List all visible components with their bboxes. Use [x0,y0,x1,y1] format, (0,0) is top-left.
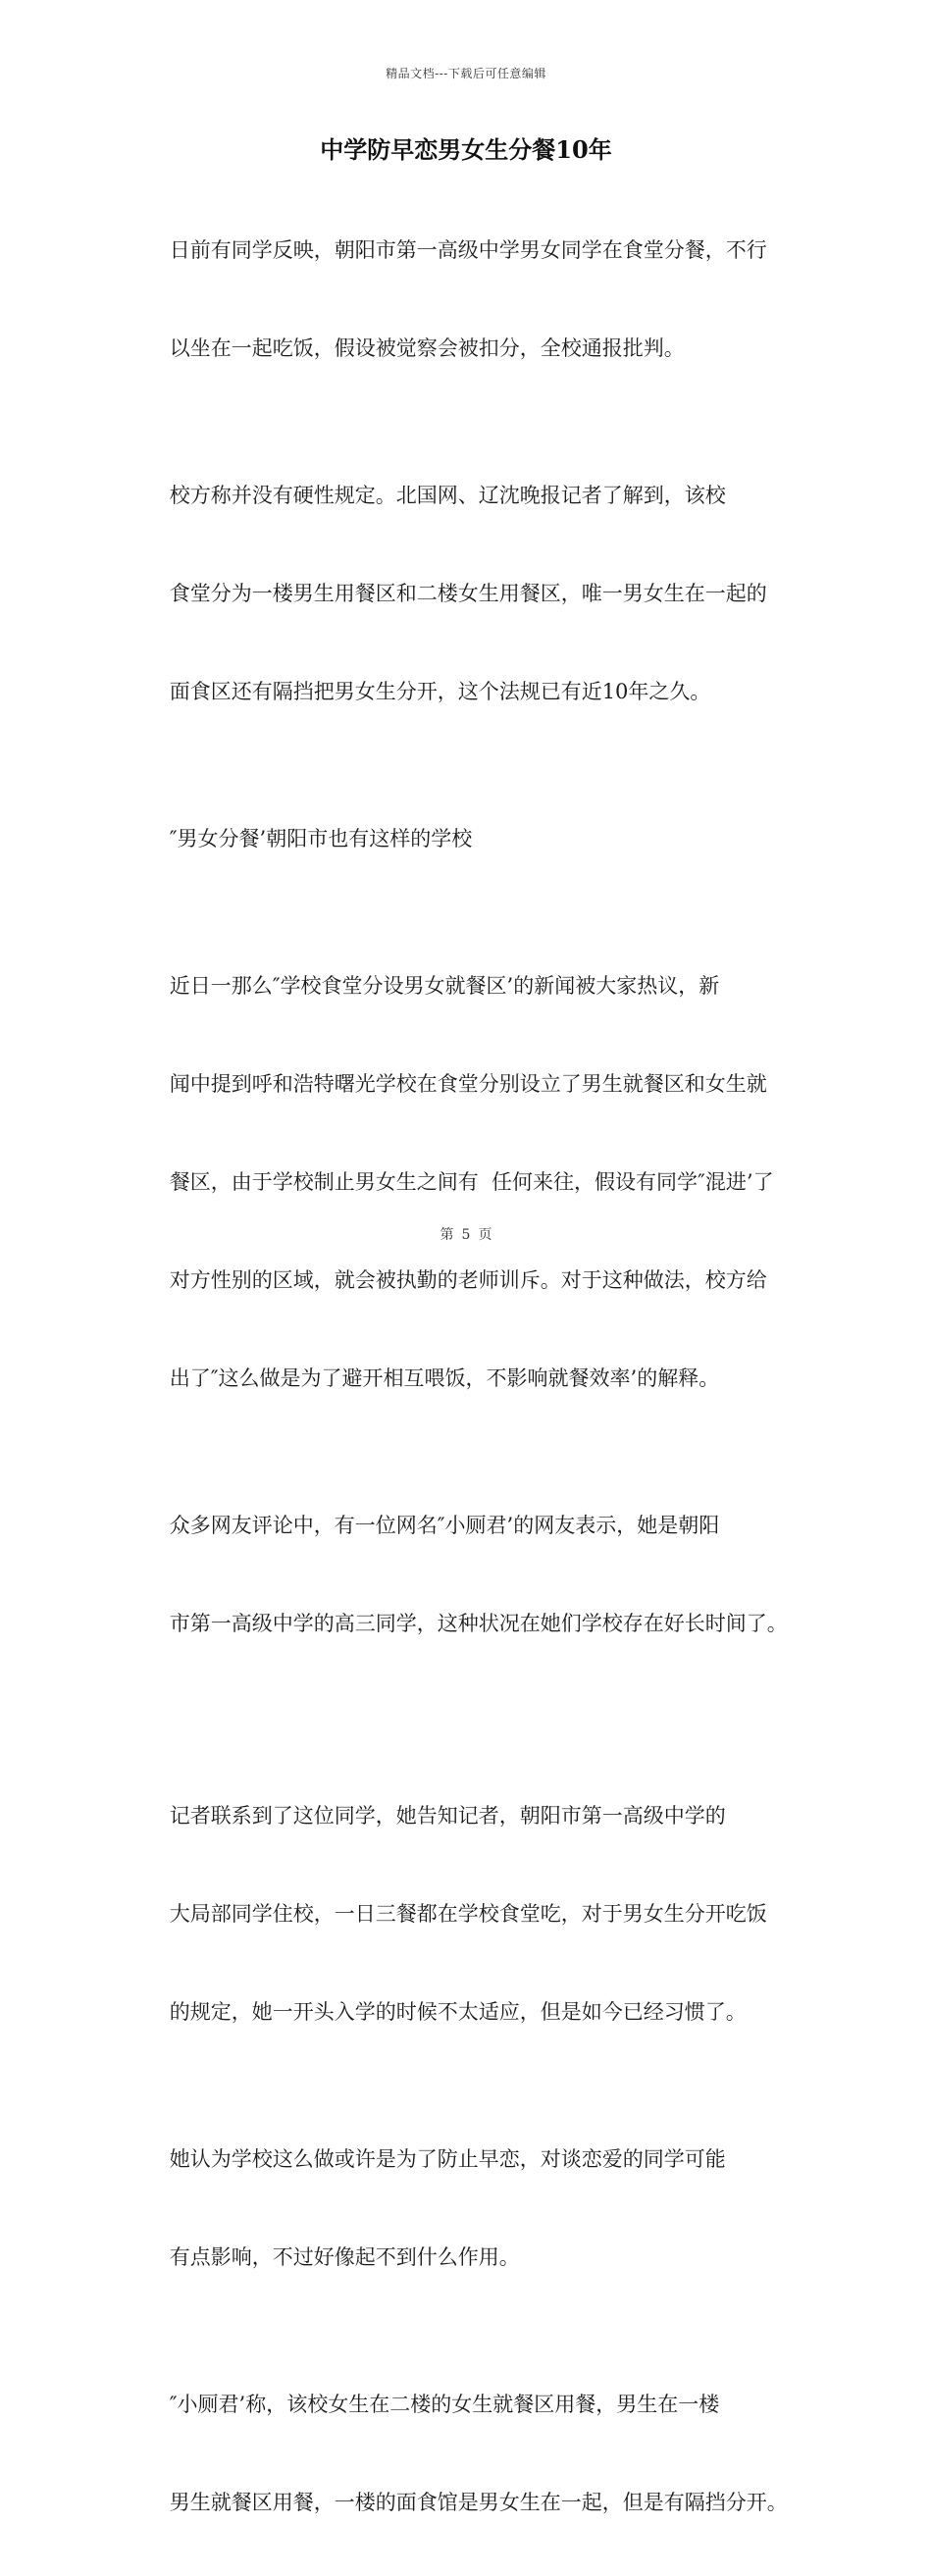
paragraph-1 [143,177,803,422]
paragraph-line: 校方称并没有硬性规定。北国网、辽沈晚报记者了解到，该校 [169,484,726,507]
paragraph-line: 记者联系到了这位同学，她告知记者，朝阳市第一高级中学的 [169,1804,726,1828]
paragraph-line: 近日一那么″学校食堂分设男女就餐区’的新闻被大家热议，新 [169,974,720,998]
blank-line [143,1697,803,1742]
page-number-suffix: 页 [478,1227,492,1243]
paragraph-line: 市第一高级中学的高三同学，这种状况在她们学校存在好长时间了。 [169,1612,788,1635]
page-header: 精品文档---下载后可任意编辑 [386,67,546,80]
paragraph-4 [143,1452,803,1697]
paragraph-line: 她认为学校这么做或许是为了防止早恋，对谈恋爱的同学可能 [169,2147,726,2171]
section-heading [143,765,803,912]
paragraph-7 [143,2331,803,2576]
document-body [143,177,803,2576]
paragraph-line: 有点影响，不过好像起不到什么作用。 [169,2245,520,2269]
paragraph-line: 男生就餐区用餐，一楼的面食馆是男女生在一起，但是有隔挡分开。 [169,2491,788,2514]
paragraph-line: 众多网友评论中，有一位网名″小厕君’的网友表示，她是朝阳 [169,1514,720,1537]
paragraph-line: 日前有同学反映，朝阳市第一高级中学男女同学在食堂分餐，不行 [169,238,767,262]
paragraph-line: 的规定，她一开头入学的时候不太适应，但是如今已经习惯了。 [169,2000,747,2024]
paragraph-line: 出了″这么做是为了避开相互喂饭，不影响就餐效率’的解释。 [169,1366,720,1390]
page-footer [0,1224,932,1244]
paragraph-2 [143,422,803,765]
paragraph-line: ″男女分餐’朝阳市也有这样的学校 [169,827,473,850]
paragraph-line: 以坐在一起吃饭，假设被觉察会被扣分，全校通报批判。 [169,336,685,360]
paragraph-line: 大局部同学住校，一日三餐都在学校食堂吃，对于男女生分开吃饭 [169,1902,767,1926]
page-number-prefix: 第 [440,1227,454,1243]
paragraph-line: 对方性别的区域，就会被执勤的老师训斥。对于这种做法，校方给 [169,1268,767,1292]
paragraph-5 [143,1742,803,2086]
paragraph-3 [143,912,803,1452]
paragraph-6 [143,2086,803,2331]
paragraph-line: 餐区，由于学校制止男女生之间有 任何来往，假设有同学″混进’了 [169,1170,774,1194]
paragraph-line: 闻中提到呼和浩特曙光学校在食堂分别设立了男生就餐区和女生就 [169,1072,767,1096]
paragraph-line: 面食区还有隔挡把男女生分开，这个法规已有近10年之久。 [169,680,711,703]
page-number: 5 [461,1227,471,1243]
paragraph-line: ″小厕君’称，该校女生在二楼的女生就餐区用餐，男生在一楼 [169,2393,720,2416]
paragraph-line: 食堂分为一楼男生用餐区和二楼女生用餐区，唯一男女生在一起的 [169,582,767,605]
document-title: 中学防早恋男女生分餐10年 [320,135,612,164]
